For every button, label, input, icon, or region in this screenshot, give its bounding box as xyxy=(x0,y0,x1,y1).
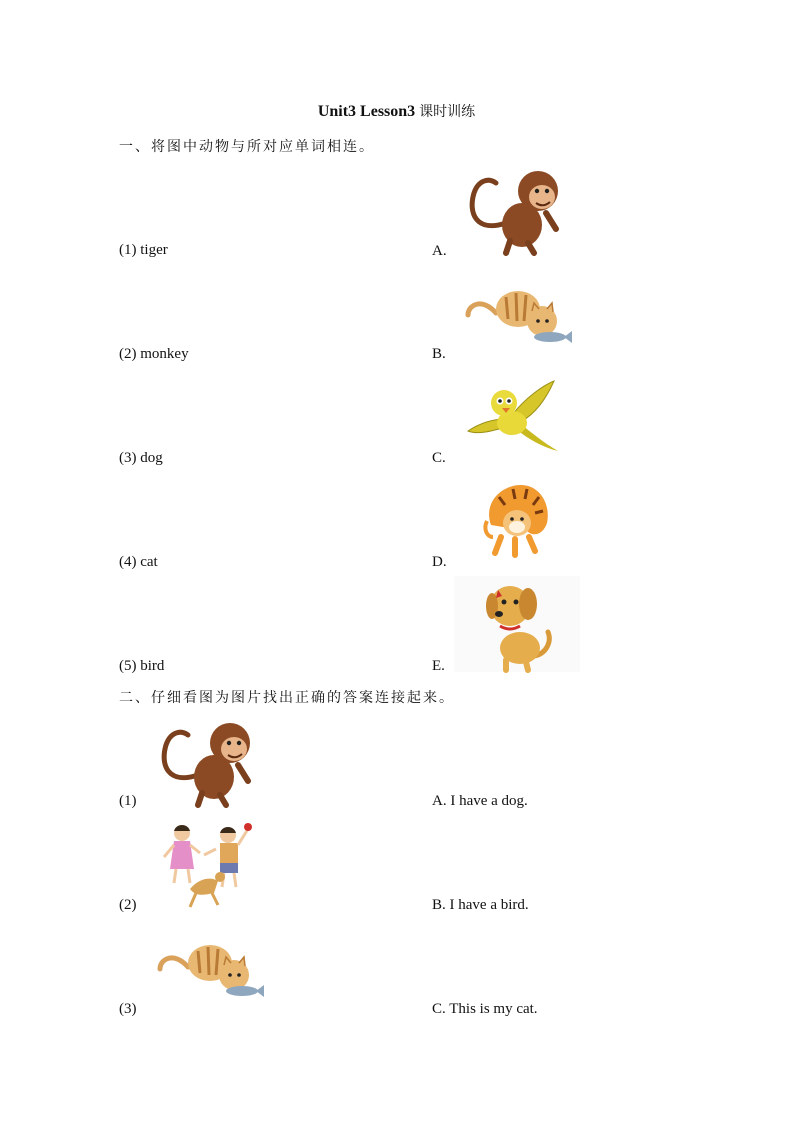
answer-b: B. I have a bird. xyxy=(432,897,529,913)
cat-image xyxy=(462,283,574,345)
word-cat: (4) cat xyxy=(119,554,158,570)
dog-image xyxy=(454,576,580,672)
section1-instruction: 一、将图中动物与所对应单词相连。 xyxy=(119,139,375,155)
monkey-image-q1 xyxy=(158,715,254,807)
option-e-label: E. xyxy=(432,658,445,674)
bird-image xyxy=(466,377,562,453)
option-d-label: D. xyxy=(432,554,447,570)
answer-a: A. I have a dog. xyxy=(432,793,528,809)
tiger-image xyxy=(481,481,551,557)
option-b-label: B. xyxy=(432,346,446,362)
children-with-dog-image xyxy=(160,819,254,909)
title-english: Unit3 Lesson3 xyxy=(317,103,416,120)
answer-c: C. This is my cat. xyxy=(432,1001,538,1017)
word-dog: (3) dog xyxy=(119,450,163,466)
question-1-number: (1) xyxy=(119,793,137,809)
question-2-number: (2) xyxy=(119,897,137,913)
cat-image-q3 xyxy=(154,937,266,999)
monkey-image xyxy=(466,163,562,255)
section2-instruction: 二、仔细看图为图片找出正确的答案连接起来。 xyxy=(119,690,455,706)
option-c-label: C. xyxy=(432,450,446,466)
word-tiger: (1) tiger xyxy=(119,242,168,258)
title-chinese: 课时训练 xyxy=(419,104,476,120)
question-3-number: (3) xyxy=(119,1001,137,1017)
option-a-label: A. xyxy=(432,243,447,259)
word-monkey: (2) monkey xyxy=(119,346,189,362)
worksheet-title xyxy=(0,101,793,121)
word-bird: (5) bird xyxy=(119,658,165,674)
